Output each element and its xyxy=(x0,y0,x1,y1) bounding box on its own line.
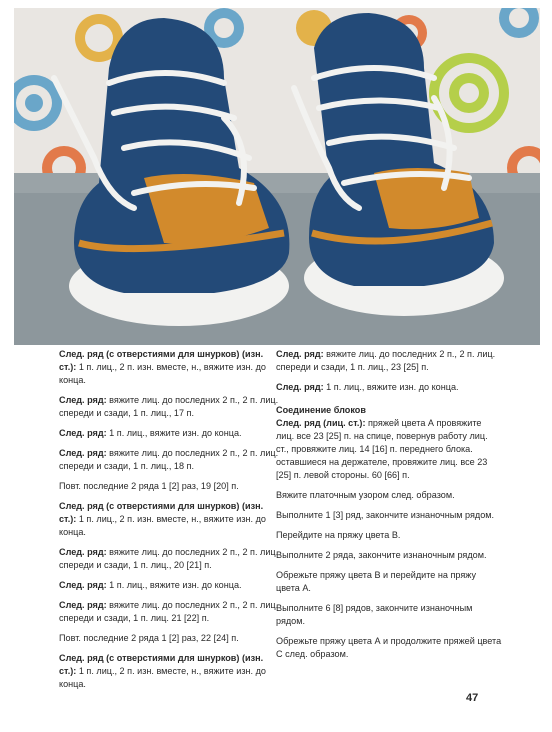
instruction-text: 1 п. лиц., вяжите изн. до конца. xyxy=(106,428,242,438)
instruction-paragraph xyxy=(59,579,281,592)
instruction-lead: След. ряд (лиц. ст.): xyxy=(276,418,366,428)
instruction-text: Обрежьте пряжу цвета В и перейдите на пряжу цвета А. xyxy=(276,570,477,593)
instruction-paragraph xyxy=(59,394,281,420)
instruction-lead: След. ряд (с отверстиями для шнурков) (изн. ст.): xyxy=(59,501,264,524)
instruction-text: Вяжите платочным узором след. образом. xyxy=(276,490,455,500)
instruction-paragraph xyxy=(276,381,502,394)
instruction-text: вяжите лиц. до последних 2 п., 2 п. лиц. спереди и сзади, 1 п. лиц., 23 [25] п. xyxy=(276,349,496,372)
instruction-paragraph xyxy=(276,602,502,628)
instruction-paragraph xyxy=(59,652,281,691)
instruction-text: вяжите лиц. до последних 2 п., 2 п. лиц. спереди и сзади, 1 п. лиц. 21 [22] п. xyxy=(59,600,279,623)
instruction-text: 1 п. лиц., 2 п. изн. вместе, н., вяжите изн. до конца. xyxy=(59,362,266,385)
instruction-text: Повт. последние 2 ряда 1 [2] раз, 19 [20] п. xyxy=(59,481,239,491)
instruction-lead: След. ряд: xyxy=(59,580,107,590)
instruction-paragraph xyxy=(276,529,502,542)
instruction-lead: След. ряд: xyxy=(276,349,324,359)
instruction-paragraph xyxy=(276,348,502,374)
instruction-text: вяжите лиц. до последних 2 п., 2 п. лиц. спереди и сзади, 1 п. лиц., 18 п. xyxy=(59,448,279,471)
instructions-right-column xyxy=(276,348,502,668)
instruction-paragraph xyxy=(276,569,502,595)
instruction-paragraph xyxy=(59,480,281,493)
page-number: 47 xyxy=(466,692,479,704)
product-photo xyxy=(14,8,540,345)
knitted-baby-sneakers-photo xyxy=(14,8,540,345)
instruction-text: 1 п. лиц., 2 п. изн. вместе, н., вяжите изн. до конца. xyxy=(59,666,266,689)
instruction-paragraph xyxy=(59,546,281,572)
instruction-paragraph xyxy=(276,509,502,522)
instruction-text: Повт. последние 2 ряда 1 [2] раз, 22 [24] п. xyxy=(59,633,239,643)
instruction-paragraph xyxy=(276,549,502,562)
instruction-text: вяжите лиц. до последних 2 п., 2 п. лиц. спереди и сзади, 1 п. лиц., 20 [21] п. xyxy=(59,547,279,570)
instruction-lead: След. ряд (с отверстиями для шнурков) (изн. ст.): xyxy=(59,349,264,372)
instruction-lead: След. ряд: xyxy=(59,395,107,405)
instruction-lead: След. ряд: xyxy=(59,600,107,610)
instruction-text: пряжей цвета А провяжите лиц. все 23 [25] п. на спице, повернув работу лиц. ст., провяжите лиц. 14 [16] п. переднего блока. оставшиеся на держателе, провяжите лиц. все 23 [25] п. левой стороны. 60 [66] п. xyxy=(276,418,488,480)
instruction-paragraph xyxy=(59,447,281,473)
instruction-text: Выполните 2 ряда, закончите изнаночным рядом. xyxy=(276,550,487,560)
instruction-text: 1 п. лиц., вяжите изн. до конца. xyxy=(323,382,459,392)
instruction-paragraph xyxy=(276,635,502,661)
instruction-text: вяжите лиц. до последних 2 п., 2 п. лиц. спереди и сзади, 1 п. лиц., 17 п. xyxy=(59,395,279,418)
instruction-paragraph xyxy=(59,427,281,440)
instruction-lead: След. ряд: xyxy=(59,448,107,458)
instruction-lead: След. ряд (с отверстиями для шнурков) (изн. ст.): xyxy=(59,653,264,676)
instruction-lead: След. ряд: xyxy=(276,382,324,392)
instruction-text: Выполните 1 [3] ряд, закончите изнаночным рядом. xyxy=(276,510,495,520)
instruction-lead: След. ряд: xyxy=(59,428,107,438)
instruction-paragraph xyxy=(59,599,281,625)
instruction-text: Выполните 6 [8] рядов, закончите изнаночным рядом. xyxy=(276,603,473,626)
instruction-paragraph xyxy=(59,500,281,539)
instruction-text: Перейдите на пряжу цвета В. xyxy=(276,530,401,540)
instruction-paragraph xyxy=(59,348,281,387)
section-heading: Соединение блоков xyxy=(276,405,366,415)
instruction-text: Обрежьте пряжу цвета А и продолжите пряжей цвета С след. образом. xyxy=(276,636,502,659)
instructions-left-column xyxy=(59,348,281,698)
instruction-text: 1 п. лиц., вяжите изн. до конца. xyxy=(106,580,242,590)
instruction-lead: След. ряд: xyxy=(59,547,107,557)
instruction-text: 1 п. лиц., 2 п. изн. вместе, н., вяжите изн. до конца. xyxy=(59,514,266,537)
instruction-paragraph xyxy=(276,489,502,502)
instruction-paragraph xyxy=(59,632,281,645)
instruction-paragraph xyxy=(276,417,502,482)
